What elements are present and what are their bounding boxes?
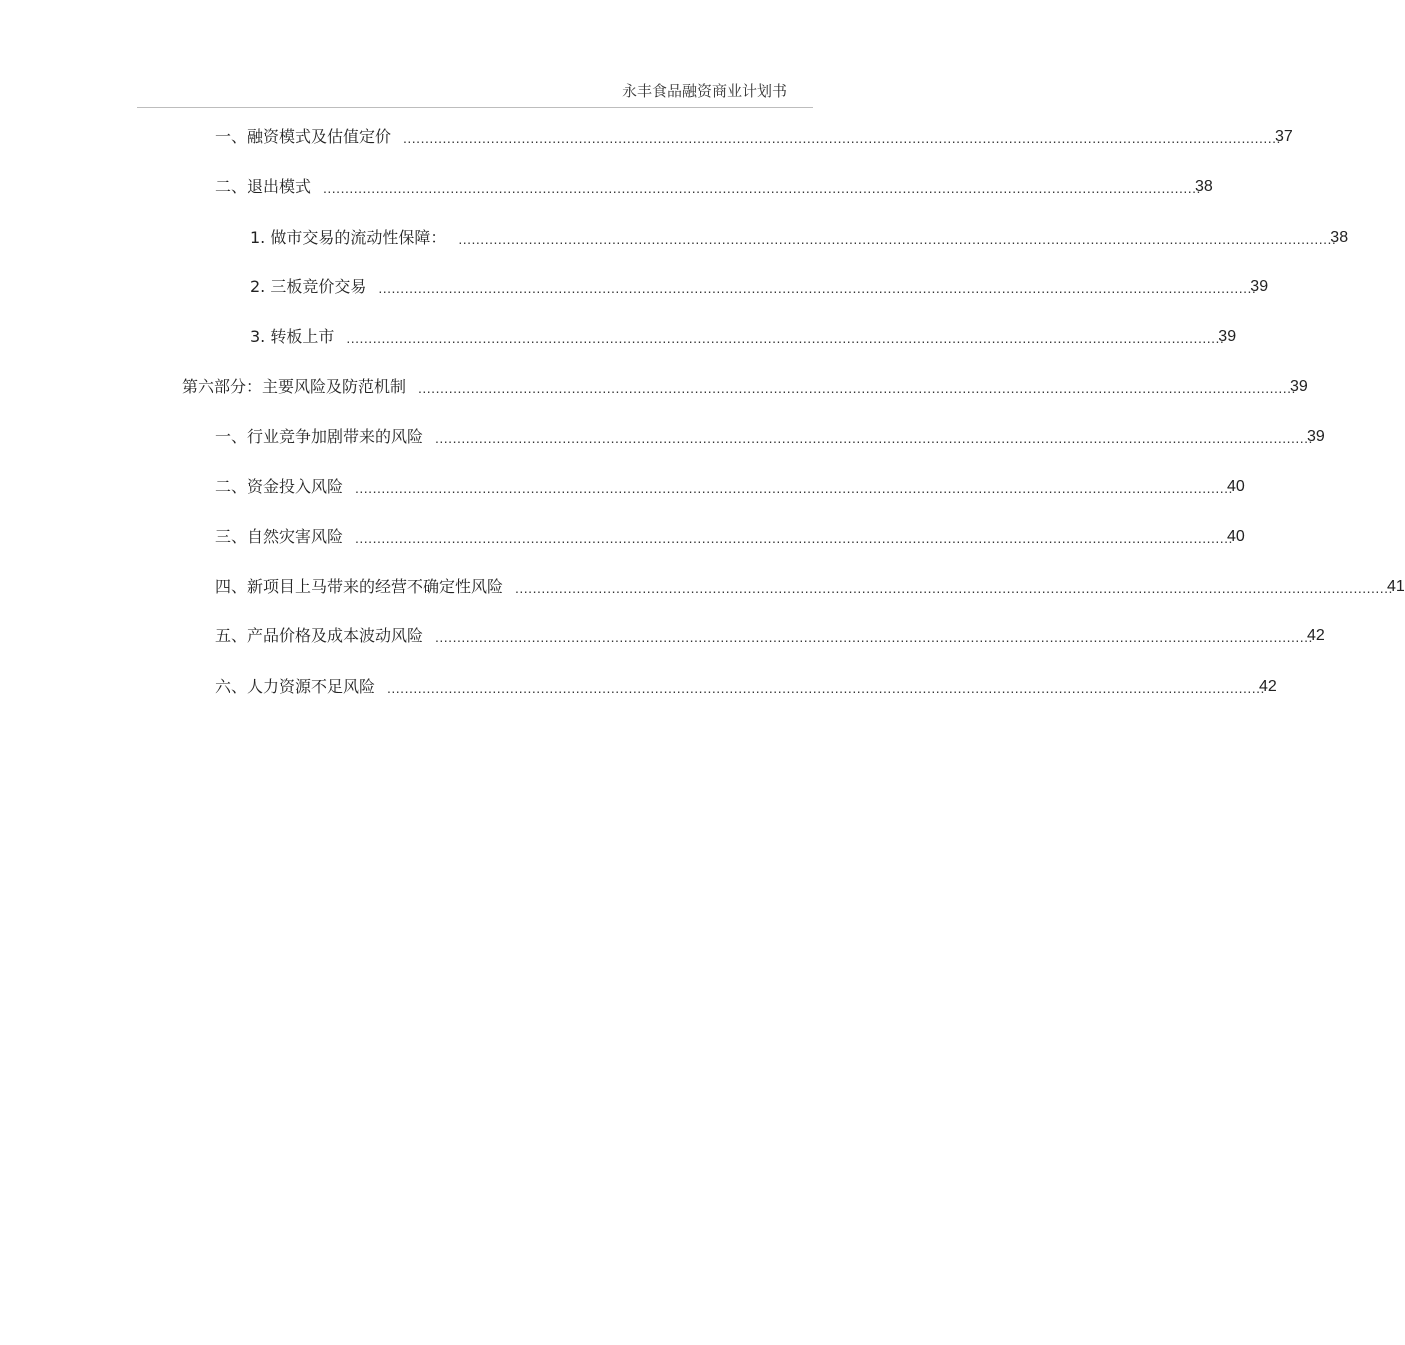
toc-entry-label: 2. 三板竞价交易 <box>250 277 367 296</box>
toc-entry[interactable] <box>215 673 1277 697</box>
toc-entry[interactable] <box>250 224 1349 248</box>
toc-dot-leader: ........................................................................................................................................................................................................ <box>346 330 1225 346</box>
toc-entry-page: 39 <box>1218 328 1237 345</box>
toc-entry[interactable] <box>215 523 1245 547</box>
toc-entry-page: 38 <box>1330 229 1349 246</box>
toc-entry-label: 六、人力资源不足风险 <box>215 677 376 696</box>
toc-dot-leader: ........................................................................................................................................................................................................ <box>387 680 1265 696</box>
toc-entry[interactable] <box>215 622 1325 646</box>
toc-entry-label: 二、退出模式 <box>215 177 312 196</box>
toc-dot-leader: ........................................................................................................................................................................................................ <box>355 480 1233 496</box>
toc-dot-leader: ........................................................................................................................................................................................................ <box>355 530 1233 546</box>
toc-entry-page: 40 <box>1226 478 1245 495</box>
toc-entry-page: 37 <box>1274 128 1293 145</box>
toc-entry-label: 四、新项目上马带来的经营不确定性风险 <box>215 577 504 596</box>
toc-entry[interactable] <box>215 123 1293 147</box>
toc-dot-leader: ........................................................................................................................................................................................................ <box>435 629 1313 645</box>
toc-entry-label: 3. 转板上市 <box>250 327 335 346</box>
toc-entry-page: 41 <box>1386 578 1405 595</box>
toc-entry-page: 39 <box>1306 428 1325 445</box>
toc-entry-label: 第六部分：主要风险及防范机制 <box>182 377 407 396</box>
toc-entry-page: 39 <box>1250 278 1269 295</box>
toc-entry[interactable] <box>215 473 1245 497</box>
toc-entry-page: 39 <box>1289 378 1308 395</box>
toc-entry-label: 二、资金投入风险 <box>215 477 344 496</box>
toc-entry-label: 一、行业竞争加剧带来的风险 <box>215 427 424 446</box>
toc-entry-label: 1. 做市交易的流动性保障： <box>250 228 447 247</box>
toc-dot-leader: ........................................................................................................................................................................................................ <box>403 130 1281 146</box>
toc-entry-page: 40 <box>1226 528 1245 545</box>
toc-dot-leader: ........................................................................................................................................................................................................ <box>515 580 1393 596</box>
toc-entry-label: 五、产品价格及成本波动风险 <box>215 626 424 645</box>
toc-entry-label: 三、自然灾害风险 <box>215 527 344 546</box>
toc-dot-leader: ........................................................................................................................................................................................................ <box>435 430 1313 446</box>
toc-entry[interactable] <box>215 173 1213 197</box>
toc-entry-label: 一、融资模式及估值定价 <box>215 127 392 146</box>
toc-dot-leader: ........................................................................................................................................................................................................ <box>323 180 1201 196</box>
toc-entry[interactable] <box>182 373 1308 397</box>
toc-dot-leader: ........................................................................................................................................................................................................ <box>418 380 1296 396</box>
toc-entry-page: 42 <box>1306 627 1325 644</box>
header-divider <box>137 107 813 108</box>
toc-entry[interactable] <box>250 323 1237 347</box>
toc-entry-page: 38 <box>1194 178 1213 195</box>
toc-entry[interactable] <box>215 573 1405 597</box>
toc-entry[interactable] <box>215 423 1325 447</box>
toc-entry-page: 42 <box>1258 678 1277 695</box>
toc-dot-leader: ........................................................................................................................................................................................................ <box>458 231 1337 247</box>
document-header-title: 永丰食品融资商业计划书 <box>621 82 787 100</box>
toc-entry[interactable] <box>250 273 1269 297</box>
toc-dot-leader: ........................................................................................................................................................................................................ <box>378 280 1257 296</box>
